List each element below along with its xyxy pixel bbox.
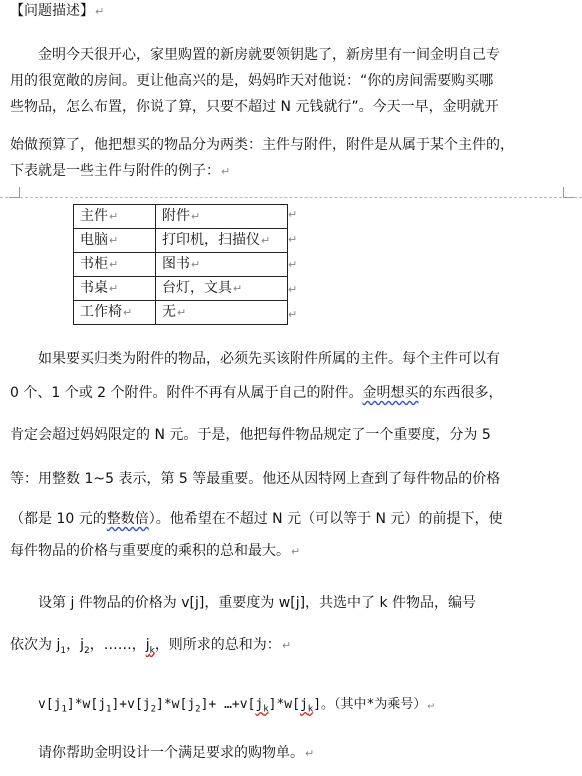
row-end-mark: ↵: [288, 233, 298, 246]
table-cell: 工作椅↵: [74, 301, 156, 325]
page-corner-mark: [9, 187, 20, 198]
text-line: （都是 10 元的整数倍）。他希望在不超过 N 元（可以等于 N 元）的前提下，使: [10, 511, 503, 527]
text-line: 设第 j 件物品的价格为 v[j]，重要度为 w[j]，共选中了 k 件物品，编号: [38, 595, 477, 611]
row-end-mark: ↵: [288, 258, 298, 271]
text-line: 依次为 $j_1$，$j_2$，……，$j_k$，则所求的总和为：↵: [10, 637, 292, 656]
text-line: 下表就是一些主件与附件的例子：↵: [10, 163, 231, 179]
table-cell: 附件↵: [156, 205, 288, 229]
text-line: 金明今天很开心，家里购置的新房就要领钥匙了，新房里有一间金明自己专: [38, 47, 500, 63]
table-cell: 主件↵: [74, 205, 156, 229]
text-line: 始做预算了，他把想买的物品分为两类：主件与附件，附件是从属于某个主件的，: [10, 137, 514, 153]
table-cell: 台灯，文具↵: [156, 277, 288, 301]
table-cell: 无↵: [156, 301, 288, 325]
table-cell: 打印机，扫描仪↵: [156, 229, 288, 253]
row-end-mark: ↵: [288, 208, 298, 221]
parts-table: [73, 204, 288, 325]
row-end-mark: ↵: [288, 308, 298, 321]
page-corner-mark: [563, 187, 574, 198]
table-row: [74, 229, 288, 253]
text-line: 每件物品的价格与重要度的乘积的总和最大。↵: [10, 543, 301, 559]
page-break-line: [0, 197, 582, 198]
grammar-underline: 整数倍: [106, 511, 149, 527]
closing-paragraph: 请你帮助金明设计一个满足要求的购物单。↵: [38, 745, 315, 761]
table-cell: 图书↵: [156, 253, 288, 277]
text-line: 0 个、1 个或 2 个附件。附件不再有从属于自己的附件。金明想买的东西很多，: [10, 385, 503, 401]
spelling-underline: $j_k$: [145, 637, 155, 656]
row-end-mark: ↵: [288, 283, 298, 296]
text-line: 如果要买归类为附件的物品，必须先买该附件所属的主件。每个主件可以有: [38, 351, 500, 367]
grammar-underline: 金明想买: [362, 385, 419, 401]
table-header-row: [74, 205, 288, 229]
text-line: 些物品，怎么布置，你说了算，只要不超过 N 元钱就行”。今天一早，金明就开: [10, 99, 499, 115]
table-cell: 书柜↵: [74, 253, 156, 277]
text-line: 用的很宽敞的房间。更让他高兴的是，妈妈昨天对他说：“你的房间需要购买哪: [10, 73, 494, 89]
table-cell: 书桌↵: [74, 277, 156, 301]
heading: 【问题描述】↵: [10, 3, 105, 19]
text-line: 肯定会超过妈妈限定的 N 元。于是，他把每件物品规定了一个重要度，分为 5: [10, 427, 491, 443]
text-line: 等：用整数 1~5 表示，第 5 等最重要。他还从因特网上查到了每件物品的价格: [10, 471, 501, 487]
table-row: [74, 277, 288, 301]
table-row: [74, 301, 288, 325]
formula-line: $v[j_1]*w[j_1]+v[j_2]*w[j_2]+$ $\dots+v[j_k]*w[j_k]$。（其中*为乘号）↵: [38, 697, 434, 715]
spelling-underline: $j_k$: [255, 697, 269, 715]
table-row: [74, 253, 288, 277]
spelling-underline: $j_k$: [299, 697, 314, 715]
table-cell: 电脑↵: [74, 229, 156, 253]
